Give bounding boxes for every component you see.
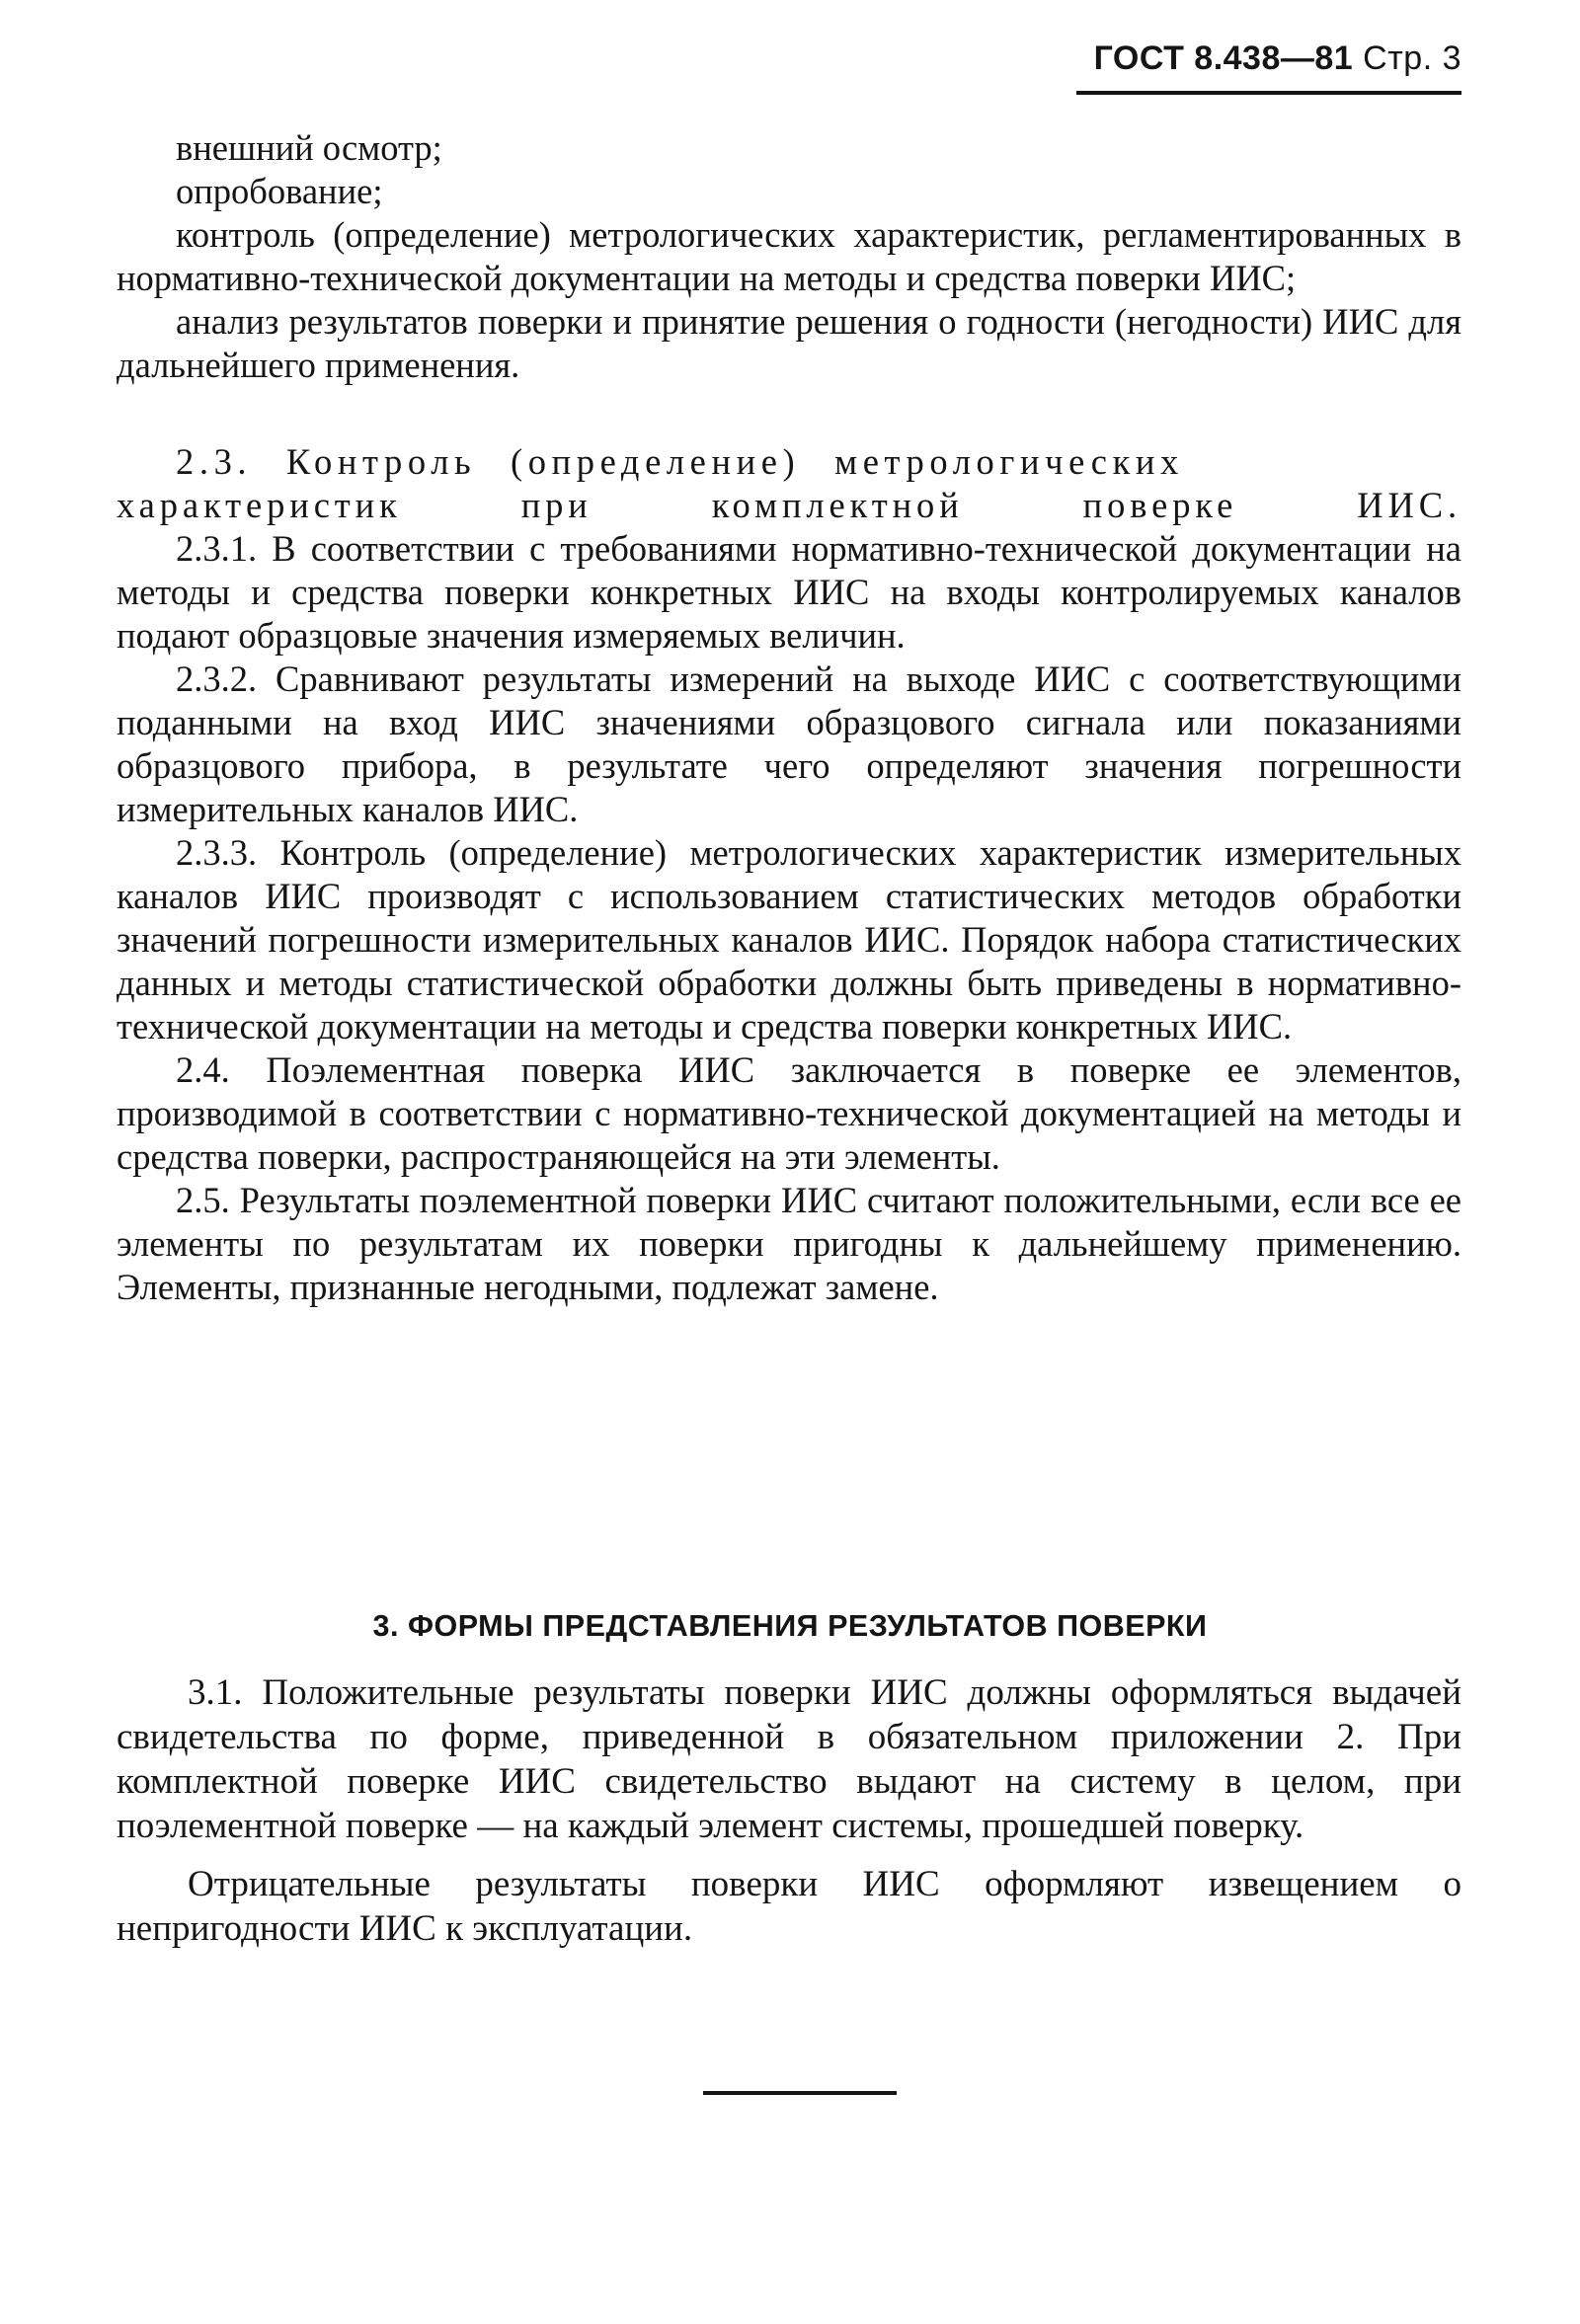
header-rule xyxy=(1076,91,1462,95)
negative-results-paragraph: Отрицательные результаты поверки ИИС оформляют извещением о непригодности ИИС к эксплуатации. xyxy=(117,1864,1462,1949)
list-item-results-analysis: анализ результатов поверки и принятие решения о годности (негодности) ИИС для дальнейшего применения. xyxy=(117,301,1462,385)
clause-2-3-heading xyxy=(117,440,1462,527)
running-header xyxy=(1076,39,1462,95)
standard-number: ГОСТ 8.438—81 xyxy=(1093,39,1354,77)
clause-2-3-3: 2.3.3. Контроль (определение) метрологических характеристик измерительных каналов ИИС производят с использованием статистических методов обработки значений погрешности измерительных каналов ИИС. Порядок набора статистических данных и методы статистической обработки должны быть приведены в нормативно-технической документации на методы и средства поверки конкретных ИИС. xyxy=(117,832,1462,1046)
verification-list xyxy=(117,126,1462,387)
header-text xyxy=(1094,39,1462,78)
list-item-testing: опробование; xyxy=(176,171,383,211)
clause-2-5: 2.5. Результаты поэлементной поверки ИИС считают положительными, если все ее элементы по результатам их поверки пригодны к дальнейшему применению. Элементы, признанные негодными, подлежат замене. xyxy=(117,1180,1462,1307)
section-3-title: 3. ФОРМЫ ПРЕДСТАВЛЕНИЯ РЕЗУЛЬТАТОВ ПОВЕРКИ xyxy=(372,1609,1208,1643)
page-number: Стр. 3 xyxy=(1363,39,1462,77)
clause-2-4: 2.4. Поэлементная поверка ИИС заключается в поверке ее элементов, производимой в соответствии с нормативно-технической документацией на методы и средства поверки, распространяющейся на эти элементы. xyxy=(117,1049,1462,1177)
clause-2-3-heading-line1: 2.3. Контроль (определение) метрологических xyxy=(176,441,1184,482)
clauses-body xyxy=(117,527,1462,1309)
list-item-metrological-control: контроль (определение) метрологических характеристик, регламентированных в нормативно-технической документации на методы и средства поверки ИИС; xyxy=(117,214,1462,298)
clause-2-3-1: 2.3.1. В соответствии с требованиями нормативно-технической документации на методы и средства поверки конкретных ИИС на входы контролируемых каналов подают образцовые значения измеряемых величин. xyxy=(117,528,1462,656)
clause-3-1: 3.1. Положительные результаты поверки ИИС должны оформляться выдачей свидетельства по форме, приведенной в обязательном приложении 2. При комплектной поверке ИИС свидетельство выдают на систему в целом, при поэлементной поверке — на каждый элемент системы, прошедшей поверку. xyxy=(117,1672,1462,1846)
clause-2-3-heading-line2: характеристик при комплектной поверке ИИС. xyxy=(117,485,1462,525)
list-item-external-inspection: внешний осмотр; xyxy=(176,127,442,168)
section-3-body xyxy=(117,1670,1462,1951)
end-rule xyxy=(703,2091,897,2095)
clause-2-3-2: 2.3.2. Сравнивают результаты измерений на выходе ИИС с соответствующими поданными на вход ИИС значениями образцового сигнала или показаниями образцового прибора, в результате чего определяют значения погрешности измерительных каналов ИИС. xyxy=(117,658,1462,829)
